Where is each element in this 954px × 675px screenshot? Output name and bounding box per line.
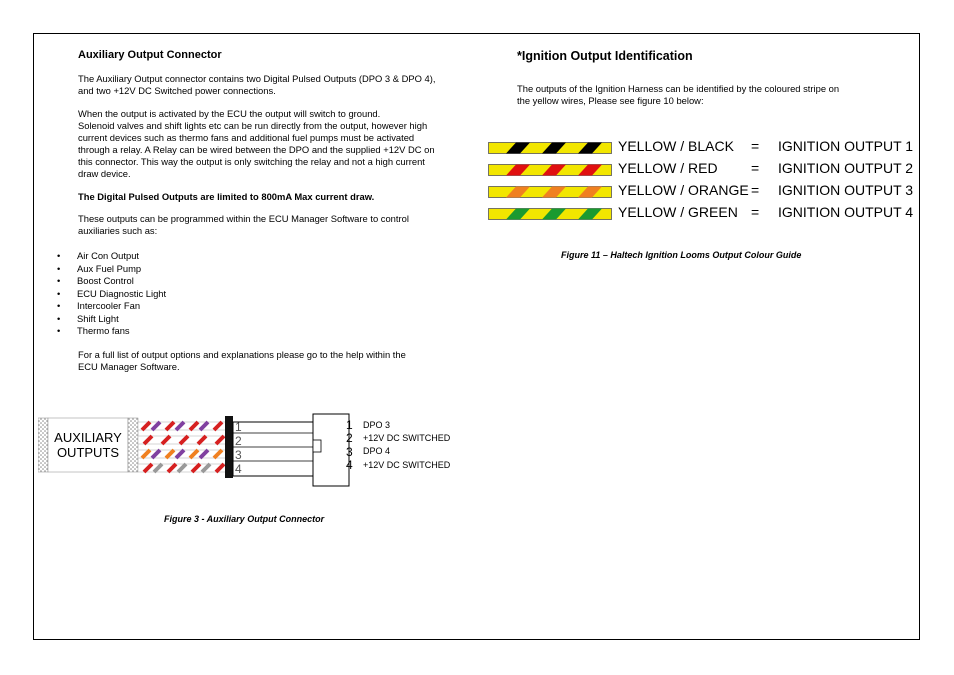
pin-number: 2 (346, 431, 353, 445)
text-line: The outputs of the Ignition Harness can be identified by the coloured stripe on (517, 83, 840, 94)
list-item: • ECU Diagnostic Light (57, 288, 166, 301)
text-line: this connector. This way the output is only switching the relay and not a high current (78, 156, 425, 167)
text-line: the yellow wires, Please see figure 10 below: (517, 95, 704, 106)
aux-heading: Auxiliary Output Connector (78, 49, 222, 61)
connector-housing (225, 414, 349, 486)
wire-colour-label: YELLOW / ORANGE (618, 182, 749, 198)
list-item: • Air Con Output (57, 250, 166, 263)
text-line: When the output is activated by the ECU the output will switch to ground. (78, 108, 381, 119)
wire-yellow-red (488, 164, 612, 176)
aux-activation-paragraph (78, 108, 435, 180)
ignition-output-label: IGNITION OUTPUT 1 (778, 138, 914, 154)
list-item: • Intercooler Fan (57, 300, 166, 313)
ignition-output-label: IGNITION OUTPUT 2 (778, 160, 914, 176)
aux-programming-paragraph (78, 213, 409, 237)
aux-sleeve-label (48, 430, 128, 460)
ignition-colour-guide (488, 138, 918, 228)
text-line: AUXILIARY (54, 430, 122, 445)
equals-sign: = (751, 138, 760, 154)
equals-sign: = (751, 182, 760, 198)
ignition-row-1 (488, 138, 914, 155)
wire-yellow-black (488, 142, 612, 154)
ignition-output-label: IGNITION OUTPUT 4 (778, 204, 914, 220)
text-line: current devices such as thermo fans and additional fuel pumps must be activated (78, 132, 415, 143)
list-item: • Thermo fans (57, 325, 166, 338)
ignition-row-3 (488, 182, 914, 199)
figure-11-caption: Figure 11 – Haltech Ignition Looms Output Colour Guide (561, 250, 802, 260)
pin-number: 4 (346, 458, 353, 472)
current-warning: The Digital Pulsed Outputs are limited to 800mA Max current draw. (78, 191, 375, 202)
pin-description: +12V DC SWITCHED (363, 433, 451, 443)
pin-description: DPO 3 (363, 420, 391, 430)
list-item: • Shift Light (57, 313, 166, 326)
text-line: For a full list of output options and explanations please go to the help within the (78, 349, 406, 360)
aux-intro-paragraph (78, 73, 435, 97)
text-line: ECU Manager Software. (78, 361, 180, 372)
equals-sign: = (751, 204, 760, 220)
text-line: The Auxiliary Output connector contains two Digital Pulsed Outputs (DPO 3 & DPO 4), (78, 73, 436, 84)
text-line: draw device. (78, 168, 131, 179)
text-line: through a relay. A Relay can be wired between the DPO and the supplied +12V DC on (78, 144, 435, 155)
pin-description: +12V DC SWITCHED (363, 460, 451, 470)
ignition-heading: *Ignition Output Identification (517, 49, 693, 63)
aux-wires (138, 422, 231, 472)
housing-pin-number: 2 (235, 434, 242, 448)
ignition-row-2 (488, 160, 914, 177)
text-line: These outputs can be programmed within the ECU Manager Software to control (78, 213, 409, 224)
equals-sign: = (751, 160, 760, 176)
text-line: and two +12V DC Switched power connections. (78, 85, 276, 96)
wire-yellow-green (488, 208, 612, 220)
housing-pin-number: 4 (235, 462, 242, 476)
list-item: • Boost Control (57, 275, 166, 288)
help-paragraph (78, 349, 406, 373)
text-line: auxiliaries such as: (78, 225, 158, 236)
wire-colour-label: YELLOW / BLACK (618, 138, 734, 154)
text-line: Solenoid valves and shift lights etc can be run directly from the output, however high (78, 120, 428, 131)
wire-colour-label: YELLOW / RED (618, 160, 718, 176)
auxiliaries-list (57, 250, 166, 338)
pin-description: DPO 4 (363, 446, 391, 456)
pin-number: 3 (346, 445, 353, 459)
wire-colour-label: YELLOW / GREEN (618, 204, 738, 220)
list-item: • Aux Fuel Pump (57, 263, 166, 276)
ignition-row-4 (488, 204, 914, 221)
housing-pin-number: 1 (235, 420, 242, 434)
text-line: OUTPUTS (56, 445, 120, 460)
figure-3-caption: Figure 3 - Auxiliary Output Connector (164, 514, 325, 524)
housing-pin-number: 3 (235, 448, 242, 462)
ignition-output-label: IGNITION OUTPUT 3 (778, 182, 914, 198)
pin-number: 1 (346, 418, 353, 432)
ignition-paragraph (517, 83, 839, 107)
wire-yellow-orange (488, 186, 612, 198)
aux-connector-figure (38, 408, 478, 488)
